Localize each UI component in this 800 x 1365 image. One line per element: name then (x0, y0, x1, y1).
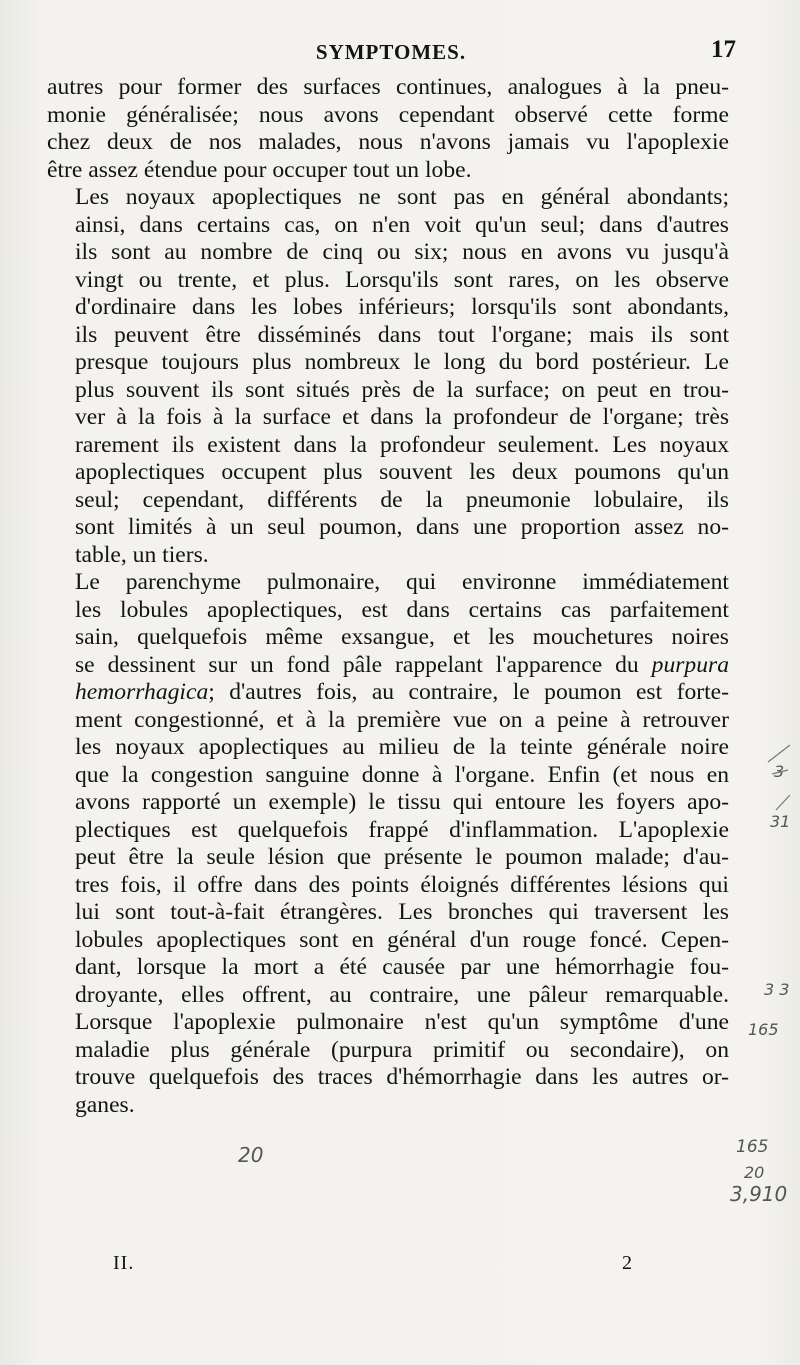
text-line: ainsi, dans certains cas, on n'en voit qu'un seul; dans d'autres (75, 211, 729, 238)
text-line: que la congestion sanguine donne à l'organe. Enfin (et nous en (75, 761, 729, 788)
text-line: rarement ils existent dans la profondeur seulement. Les noyaux (75, 431, 729, 458)
text-line: Lorsque l'apoplexie pulmonaire n'est qu'un symptôme d'une (75, 1009, 729, 1035)
text-line: presque toujours plus nombreux le long du bord postérieur. Le (75, 349, 729, 375)
handwritten-note: 31 (770, 812, 791, 831)
text-line: peut être la seule lésion que présente le poumon malade; d'au- (75, 844, 729, 870)
handwritten-note: 20 (744, 1163, 765, 1182)
text-line: dant, lorsque la mort a été causée par une hémorrhagie fou- (75, 954, 729, 980)
text-line: maladie plus générale (purpura primitif ou secondaire), on (75, 1036, 729, 1063)
text-line: tres fois, il offre dans des points éloignés différentes lésions qui (75, 871, 729, 898)
text-line: table, un tiers. (75, 541, 209, 568)
text-line: plus souvent ils sont situés près de la surface; on peut en trou- (75, 376, 729, 403)
italic-term: purpura (651, 651, 729, 678)
signature-mark: II. (113, 1252, 135, 1274)
text-line: avons rapporté un exemple) le tissu qui entoure les foyers apo- (75, 789, 729, 815)
text-line: sain, quelquefois même exsangue, et les mouchetures noires (75, 624, 729, 650)
handwritten-note: 3,910 (730, 1182, 788, 1206)
text-line: ver à la fois à la surface et dans la profondeur de l'organe; très (75, 404, 729, 430)
paragraph-1 (47, 74, 729, 184)
text-line: ganes. (75, 1091, 135, 1118)
text-line: droyante, elles offrent, au contraire, une pâleur remarquable. (75, 981, 729, 1008)
text-line: Le parenchyme pulmonaire, qui environne immédiatement (75, 569, 729, 595)
body-text (47, 74, 729, 1119)
text-line: monie généralisée; nous avons cependant observé cette forme (47, 101, 729, 128)
text-line (47, 679, 729, 707)
paragraph-2 (47, 184, 729, 569)
text-line: ils sont au nombre de cinq ou six; nous en avons vu jusqu'à (75, 239, 729, 265)
running-head (46, 36, 736, 70)
text-line: seul; cependant, différents de la pneumonie lobulaire, ils (75, 486, 729, 513)
italic-term: hemorrhagica (75, 679, 209, 705)
text-line: autres pour former des surfaces continues, analogues à la pneu- (47, 74, 729, 100)
text-line: ils peuvent être disséminés dans tout l'organe; mais ils sont (75, 321, 729, 348)
text-line: être assez étendue pour occuper tout un lobe. (47, 156, 472, 183)
text-line: sont limités à un seul poumon, dans une proportion assez no- (75, 514, 729, 540)
text-line: lui sont tout-à-fait étrangères. Les bronches qui traversent les (75, 899, 729, 925)
text-line: trouve quelquefois des traces d'hémorrhagie dans les autres or- (75, 1064, 729, 1090)
handwritten-note: 3 3 (764, 980, 790, 999)
text-line: plectiques est quelquefois frappé d'inflammation. L'apoplexie (75, 816, 729, 843)
pencil-mark-icon (760, 740, 800, 840)
handwritten-note: 3 (774, 762, 785, 781)
text-line: vingt ou trente, et plus. Lorsqu'ils sont rares, on les observe (75, 266, 729, 293)
running-title: SYMPTOMES. (315, 40, 467, 64)
text-line: Les noyaux apoplectiques ne sont pas en général abondants; (75, 184, 729, 210)
text-line (47, 652, 729, 680)
paragraph-3 (47, 569, 729, 1119)
handwritten-note: 165 (736, 1137, 769, 1157)
text-line: d'ordinaire dans les lobes inférieurs; lorsqu'ils sont abondants, (75, 294, 729, 320)
sheet-number: 2 (622, 1252, 632, 1274)
text-line: chez deux de nos malades, nous n'avons jamais vu l'apoplexie (47, 129, 729, 155)
handwritten-note: 165 (748, 1020, 779, 1039)
text-run: ; d'autres fois, au contraire, le poumon est forte- (208, 679, 729, 705)
text-run: se dessinent sur un fond pâle rappelant l'apparence du (75, 651, 652, 678)
handwritten-note: 20 (238, 1143, 264, 1167)
text-line: lobules apoplectiques sont en général d'un rouge foncé. Cepen- (75, 926, 729, 953)
text-line: apoplectiques occupent plus souvent les deux poumons qu'un (75, 459, 729, 485)
text-line: les lobules apoplectiques, est dans certains cas parfaitement (75, 596, 729, 623)
text-line: les noyaux apoplectiques au milieu de la teinte générale noire (75, 734, 729, 760)
text-line: ment congestionné, et à la première vue on a peine à retrouver (75, 706, 729, 733)
page-number: 17 (711, 36, 736, 63)
